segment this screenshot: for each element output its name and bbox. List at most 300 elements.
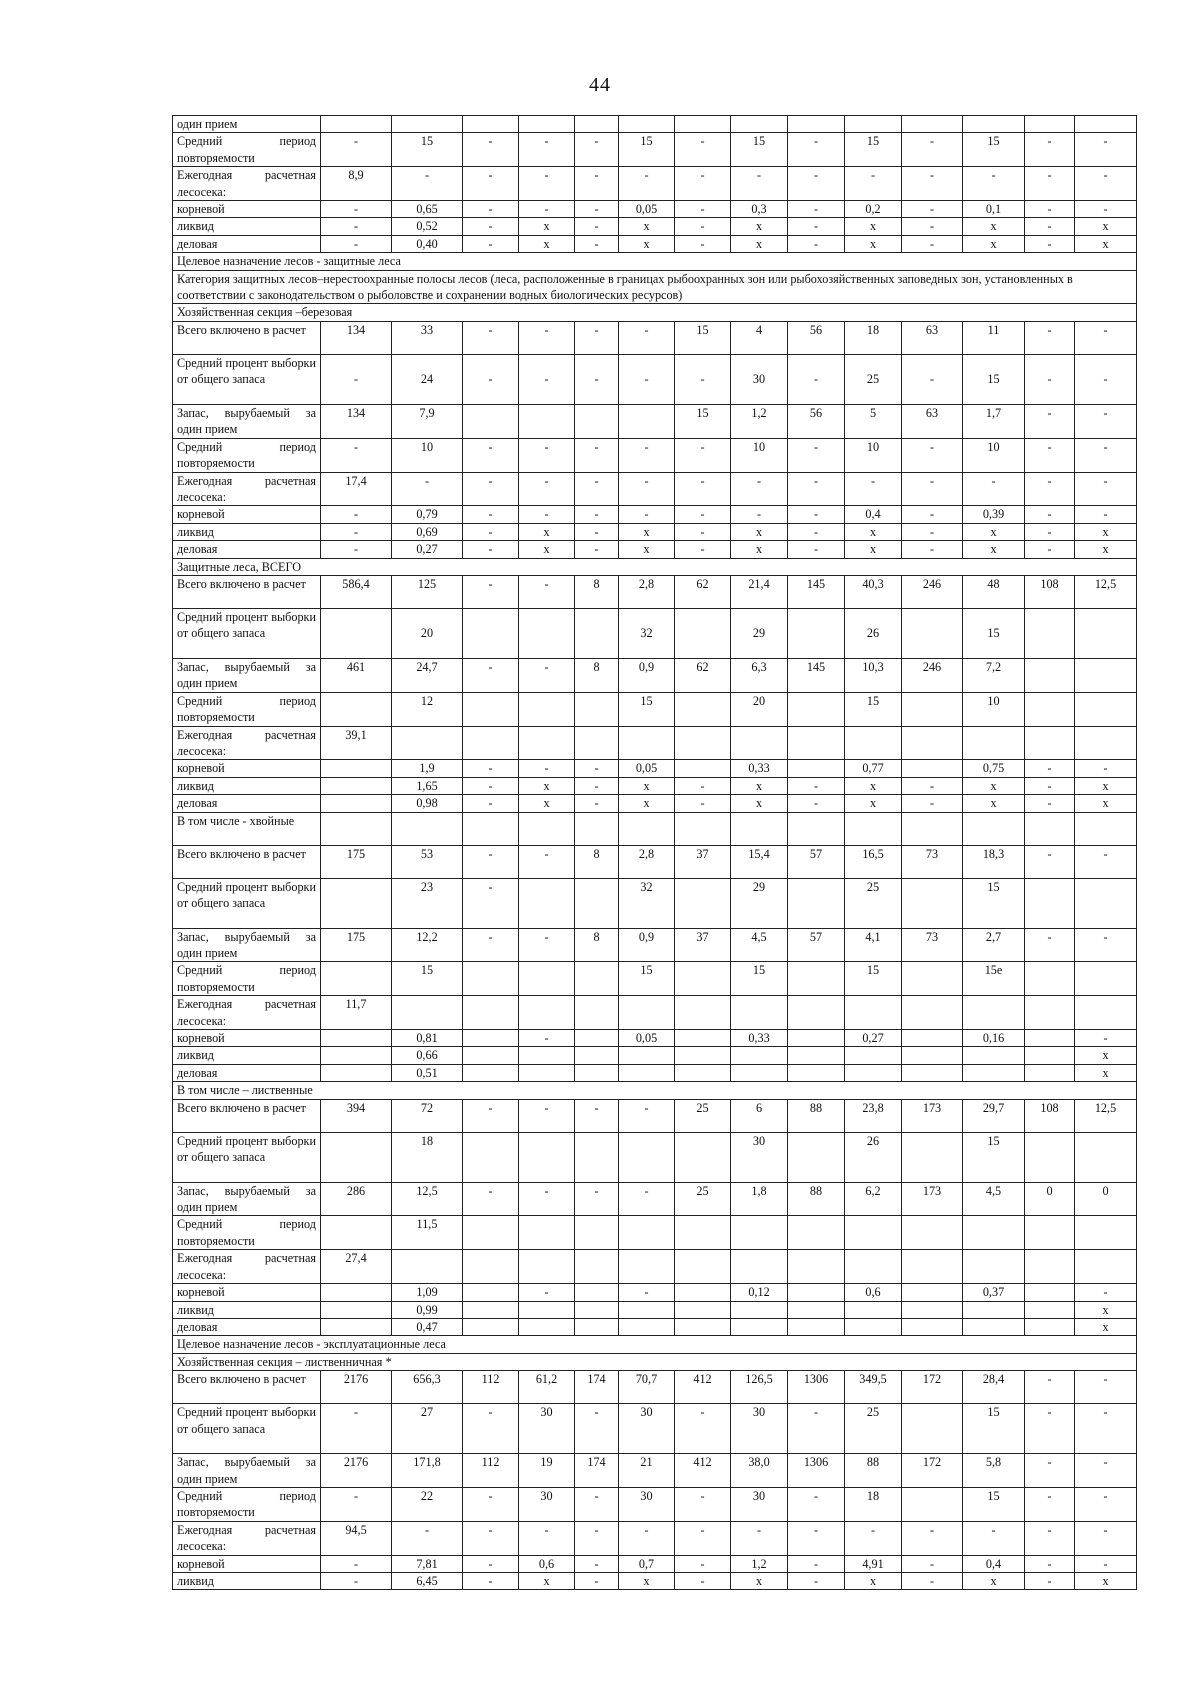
table-cell bbox=[1025, 962, 1075, 996]
table-cell bbox=[1025, 726, 1075, 760]
table-cell bbox=[1025, 812, 1075, 845]
table-cell bbox=[963, 1064, 1025, 1081]
table-cell bbox=[575, 608, 619, 658]
table-cell bbox=[463, 1250, 519, 1284]
table-cell bbox=[1025, 1318, 1075, 1335]
table-cell: - bbox=[463, 845, 519, 878]
table-cell: - bbox=[1075, 1521, 1137, 1555]
table-row bbox=[173, 404, 1137, 438]
table-cell: - bbox=[519, 472, 575, 506]
table-cell: - bbox=[845, 472, 902, 506]
table-cell bbox=[963, 116, 1025, 133]
table-cell: 8 bbox=[575, 845, 619, 878]
table-cell: 30 bbox=[619, 1487, 675, 1521]
table-cell: 28,4 bbox=[963, 1371, 1025, 1404]
table-cell: 30 bbox=[731, 1132, 788, 1182]
table-cell bbox=[619, 996, 675, 1030]
table-cell bbox=[575, 1132, 619, 1182]
table-cell: 2176 bbox=[321, 1454, 392, 1488]
table-cell: 18 bbox=[845, 321, 902, 354]
table-cell: - bbox=[575, 523, 619, 540]
table-cell bbox=[845, 1047, 902, 1064]
table-cell: 0,47 bbox=[392, 1318, 463, 1335]
table-cell: 12,5 bbox=[392, 1182, 463, 1216]
table-cell: - bbox=[519, 658, 575, 692]
row-label: ликвид bbox=[173, 523, 321, 540]
row-label: ликвид bbox=[173, 1047, 321, 1064]
table-row bbox=[173, 777, 1137, 794]
row-label: ликвид bbox=[173, 777, 321, 794]
table-cell: - bbox=[321, 201, 392, 218]
table-cell: - bbox=[575, 795, 619, 812]
table-cell: 56 bbox=[788, 321, 845, 354]
table-cell bbox=[575, 726, 619, 760]
table-cell: 112 bbox=[463, 1371, 519, 1404]
table-cell: - bbox=[575, 1182, 619, 1216]
table-cell: x bbox=[619, 523, 675, 540]
table-cell: 26 bbox=[845, 1132, 902, 1182]
table-cell: 94,5 bbox=[321, 1521, 392, 1555]
table-cell: 1,8 bbox=[731, 1182, 788, 1216]
table-cell bbox=[321, 777, 392, 794]
table-cell bbox=[575, 692, 619, 726]
table-cell: 2,7 bbox=[963, 928, 1025, 962]
table-cell bbox=[902, 1318, 963, 1335]
table-cell: 0,1 bbox=[963, 201, 1025, 218]
table-cell: 12,5 bbox=[1075, 1099, 1137, 1132]
table-cell: - bbox=[392, 472, 463, 506]
table-cell: - bbox=[575, 541, 619, 558]
table-cell: x bbox=[1075, 523, 1137, 540]
table-cell: 25 bbox=[675, 1099, 731, 1132]
table-cell: - bbox=[675, 133, 731, 167]
table-cell: 174 bbox=[575, 1371, 619, 1404]
row-label: ликвид bbox=[173, 1572, 321, 1589]
table-cell: - bbox=[519, 760, 575, 777]
row-label: Средний процент выборки от общего запаса bbox=[173, 1404, 321, 1454]
table-cell: - bbox=[519, 133, 575, 167]
table-cell: 174 bbox=[575, 1454, 619, 1488]
table-cell: 2176 bbox=[321, 1371, 392, 1404]
table-cell: 61,2 bbox=[519, 1371, 575, 1404]
table-cell: 27 bbox=[392, 1404, 463, 1454]
table-cell: 70,7 bbox=[619, 1371, 675, 1404]
table-cell bbox=[902, 1132, 963, 1182]
table-cell bbox=[845, 1216, 902, 1250]
table-cell: - bbox=[519, 1182, 575, 1216]
table-cell bbox=[902, 692, 963, 726]
table-cell: - bbox=[619, 1182, 675, 1216]
table-cell: 23,8 bbox=[845, 1099, 902, 1132]
table-cell bbox=[788, 962, 845, 996]
table-cell: - bbox=[463, 472, 519, 506]
table-cell: - bbox=[575, 472, 619, 506]
table-cell bbox=[619, 1047, 675, 1064]
table-cell: - bbox=[731, 167, 788, 201]
table-cell bbox=[788, 1047, 845, 1064]
table-body bbox=[173, 116, 1137, 1590]
table-cell: 39,1 bbox=[321, 726, 392, 760]
table-cell: 18,3 bbox=[963, 845, 1025, 878]
table-cell: 7,2 bbox=[963, 658, 1025, 692]
row-label: Ежегодная расчетная лесосека: bbox=[173, 1250, 321, 1284]
table-cell bbox=[321, 1318, 392, 1335]
table-cell: - bbox=[902, 218, 963, 235]
table-cell: 175 bbox=[321, 845, 392, 878]
table-cell bbox=[963, 1301, 1025, 1318]
table-cell: - bbox=[463, 777, 519, 794]
table-cell bbox=[963, 812, 1025, 845]
table-cell bbox=[619, 404, 675, 438]
table-cell: 38,0 bbox=[731, 1454, 788, 1488]
table-cell: - bbox=[463, 321, 519, 354]
table-cell: 1,9 bbox=[392, 760, 463, 777]
section-heading: Хозяйственная секция –березовая bbox=[173, 304, 1137, 321]
table-cell bbox=[788, 996, 845, 1030]
table-cell: 10 bbox=[392, 438, 463, 472]
table-cell: 175 bbox=[321, 928, 392, 962]
table-cell: 0,12 bbox=[731, 1284, 788, 1301]
table-cell: 286 bbox=[321, 1182, 392, 1216]
table-cell: x bbox=[1075, 235, 1137, 252]
table-cell: 63 bbox=[902, 321, 963, 354]
table-cell: 18 bbox=[845, 1487, 902, 1521]
table-cell: - bbox=[1025, 438, 1075, 472]
table-cell bbox=[463, 692, 519, 726]
table-cell bbox=[675, 1132, 731, 1182]
table-cell bbox=[1075, 658, 1137, 692]
table-cell: - bbox=[575, 1555, 619, 1572]
table-cell bbox=[731, 1064, 788, 1081]
table-cell: - bbox=[575, 218, 619, 235]
table-cell: 1306 bbox=[788, 1371, 845, 1404]
table-cell: - bbox=[902, 1555, 963, 1572]
table-cell: - bbox=[575, 777, 619, 794]
table-cell bbox=[788, 1132, 845, 1182]
table-cell bbox=[321, 1284, 392, 1301]
row-label: корневой bbox=[173, 201, 321, 218]
table-cell: 1,7 bbox=[963, 404, 1025, 438]
table-cell bbox=[463, 1047, 519, 1064]
table-cell: - bbox=[675, 472, 731, 506]
table-cell: 15 bbox=[963, 354, 1025, 404]
table-cell: - bbox=[788, 777, 845, 794]
table-cell: - bbox=[675, 1487, 731, 1521]
table-cell bbox=[675, 996, 731, 1030]
table-row bbox=[173, 1064, 1137, 1081]
table-cell: - bbox=[1025, 404, 1075, 438]
table-cell: x bbox=[963, 218, 1025, 235]
table-cell: 15 bbox=[731, 133, 788, 167]
table-cell: x bbox=[1075, 541, 1137, 558]
table-cell bbox=[1075, 962, 1137, 996]
table-cell: x bbox=[1075, 777, 1137, 794]
row-label: Всего включено в расчет bbox=[173, 575, 321, 608]
table-cell: x bbox=[731, 1572, 788, 1589]
section-heading: Целевое назначение лесов - эксплуатационные леса bbox=[173, 1336, 1137, 1353]
table-cell: 125 bbox=[392, 575, 463, 608]
table-cell: - bbox=[788, 438, 845, 472]
table-cell bbox=[788, 1030, 845, 1047]
table-cell: 0,9 bbox=[619, 658, 675, 692]
row-label: В том числе - хвойные bbox=[173, 812, 321, 845]
table-row bbox=[173, 116, 1137, 133]
table-row bbox=[173, 506, 1137, 523]
table-cell: - bbox=[463, 878, 519, 928]
table-row bbox=[173, 996, 1137, 1030]
table-cell bbox=[463, 1284, 519, 1301]
table-cell bbox=[731, 996, 788, 1030]
table-cell bbox=[902, 1301, 963, 1318]
table-cell: x bbox=[845, 1572, 902, 1589]
table-cell: 0,9 bbox=[619, 928, 675, 962]
table-cell: 15 bbox=[619, 133, 675, 167]
table-cell: - bbox=[463, 795, 519, 812]
table-cell bbox=[519, 116, 575, 133]
table-cell: - bbox=[1075, 845, 1137, 878]
table-cell: x bbox=[519, 523, 575, 540]
table-cell: 8,9 bbox=[321, 167, 392, 201]
table-cell: 37 bbox=[675, 845, 731, 878]
table-cell: - bbox=[675, 777, 731, 794]
table-cell: - bbox=[1075, 1555, 1137, 1572]
row-label: корневой bbox=[173, 506, 321, 523]
table-cell bbox=[845, 1250, 902, 1284]
table-cell: 656,3 bbox=[392, 1371, 463, 1404]
table-cell: - bbox=[788, 1404, 845, 1454]
table-cell: - bbox=[1025, 201, 1075, 218]
table-cell bbox=[675, 812, 731, 845]
table-cell bbox=[619, 1064, 675, 1081]
table-cell bbox=[675, 962, 731, 996]
table-cell: - bbox=[392, 1521, 463, 1555]
table-cell bbox=[675, 1216, 731, 1250]
table-cell: 134 bbox=[321, 321, 392, 354]
table-cell: - bbox=[1075, 472, 1137, 506]
table-cell: - bbox=[1025, 1454, 1075, 1488]
table-cell: 30 bbox=[731, 1487, 788, 1521]
table-row bbox=[173, 608, 1137, 658]
table-cell: - bbox=[519, 354, 575, 404]
table-cell bbox=[845, 996, 902, 1030]
table-cell bbox=[321, 692, 392, 726]
row-label: корневой bbox=[173, 1284, 321, 1301]
table-cell: x bbox=[731, 541, 788, 558]
table-cell: - bbox=[619, 1521, 675, 1555]
table-cell bbox=[575, 962, 619, 996]
table-cell: - bbox=[575, 1099, 619, 1132]
table-cell bbox=[463, 1030, 519, 1047]
table-cell: 30 bbox=[731, 1404, 788, 1454]
table-cell: 15 bbox=[392, 962, 463, 996]
table-cell: 48 bbox=[963, 575, 1025, 608]
table-cell: 0,52 bbox=[392, 218, 463, 235]
table-cell: x bbox=[519, 777, 575, 794]
table-cell bbox=[1075, 692, 1137, 726]
table-cell bbox=[575, 116, 619, 133]
table-cell: - bbox=[519, 1521, 575, 1555]
table-cell: - bbox=[1025, 1572, 1075, 1589]
table-cell: 15 bbox=[731, 962, 788, 996]
table-cell: 56 bbox=[788, 404, 845, 438]
table-cell: 8 bbox=[575, 658, 619, 692]
table-cell bbox=[463, 726, 519, 760]
table-cell: - bbox=[321, 218, 392, 235]
table-cell: - bbox=[463, 760, 519, 777]
table-cell: - bbox=[519, 1284, 575, 1301]
table-cell: 27,4 bbox=[321, 1250, 392, 1284]
table-cell: 25 bbox=[845, 878, 902, 928]
table-cell: 394 bbox=[321, 1099, 392, 1132]
row-label: Всего включено в расчет bbox=[173, 321, 321, 354]
table-row bbox=[173, 1030, 1137, 1047]
table-cell: - bbox=[619, 472, 675, 506]
table-cell: 4,5 bbox=[731, 928, 788, 962]
table-cell: 171,8 bbox=[392, 1454, 463, 1488]
table-cell: 134 bbox=[321, 404, 392, 438]
table-cell: x bbox=[963, 541, 1025, 558]
table-cell: - bbox=[1025, 541, 1075, 558]
table-cell: - bbox=[1075, 201, 1137, 218]
table-cell bbox=[902, 878, 963, 928]
table-cell: - bbox=[1025, 1487, 1075, 1521]
table-cell bbox=[675, 1047, 731, 1064]
table-cell: - bbox=[463, 1404, 519, 1454]
table-cell: x bbox=[963, 523, 1025, 540]
table-cell: x bbox=[845, 795, 902, 812]
table-cell: - bbox=[1025, 523, 1075, 540]
table-cell bbox=[902, 1030, 963, 1047]
table-cell: - bbox=[675, 354, 731, 404]
table-cell: 29 bbox=[731, 878, 788, 928]
table-row bbox=[173, 1047, 1137, 1064]
table-cell bbox=[902, 608, 963, 658]
table-cell bbox=[731, 1301, 788, 1318]
table-cell: x bbox=[619, 218, 675, 235]
table-cell: x bbox=[845, 523, 902, 540]
table-cell: 0,33 bbox=[731, 760, 788, 777]
table-row bbox=[173, 218, 1137, 235]
table-cell: 24,7 bbox=[392, 658, 463, 692]
table-cell: - bbox=[788, 167, 845, 201]
table-cell bbox=[1075, 1250, 1137, 1284]
table-cell bbox=[902, 1064, 963, 1081]
table-cell: - bbox=[463, 575, 519, 608]
section-heading: В том числе – лиственные bbox=[173, 1082, 1137, 1099]
table-cell bbox=[788, 760, 845, 777]
table-cell bbox=[321, 878, 392, 928]
row-label: Запас, вырубаемый за один прием bbox=[173, 404, 321, 438]
table-cell: x bbox=[963, 1572, 1025, 1589]
table-cell: 15 bbox=[845, 692, 902, 726]
table-cell bbox=[575, 1250, 619, 1284]
table-cell: - bbox=[675, 1572, 731, 1589]
table-cell: 0,05 bbox=[619, 1030, 675, 1047]
table-cell bbox=[902, 962, 963, 996]
row-label: Средний процент выборки от общего запаса bbox=[173, 878, 321, 928]
table-cell bbox=[519, 726, 575, 760]
table-cell bbox=[1025, 878, 1075, 928]
table-cell: 33 bbox=[392, 321, 463, 354]
row-label: Ежегодная расчетная лесосека: bbox=[173, 726, 321, 760]
table-cell: 1,09 bbox=[392, 1284, 463, 1301]
table-row bbox=[173, 928, 1137, 962]
table-cell bbox=[675, 116, 731, 133]
table-cell: - bbox=[731, 506, 788, 523]
table-cell: - bbox=[788, 541, 845, 558]
table-cell: - bbox=[1025, 506, 1075, 523]
table-row bbox=[173, 878, 1137, 928]
table-cell: 8 bbox=[575, 928, 619, 962]
table-row bbox=[173, 472, 1137, 506]
table-cell: 0,81 bbox=[392, 1030, 463, 1047]
table-cell: 0,79 bbox=[392, 506, 463, 523]
table-cell: - bbox=[519, 201, 575, 218]
table-cell bbox=[575, 1030, 619, 1047]
table-cell: 1306 bbox=[788, 1454, 845, 1488]
table-cell: 26 bbox=[845, 608, 902, 658]
table-row bbox=[173, 523, 1137, 540]
table-cell: 2,8 bbox=[619, 575, 675, 608]
table-cell bbox=[788, 608, 845, 658]
table-cell: 22 bbox=[392, 1487, 463, 1521]
table-cell: - bbox=[1025, 1371, 1075, 1404]
table-cell: - bbox=[902, 235, 963, 252]
table-row bbox=[173, 1250, 1137, 1284]
table-cell: - bbox=[675, 1404, 731, 1454]
table-cell: - bbox=[321, 133, 392, 167]
table-cell: - bbox=[788, 133, 845, 167]
table-cell: 0,4 bbox=[963, 1555, 1025, 1572]
table-cell: 25 bbox=[845, 1404, 902, 1454]
table-cell bbox=[392, 726, 463, 760]
table-cell: 0,98 bbox=[392, 795, 463, 812]
table-cell bbox=[963, 726, 1025, 760]
table-row bbox=[173, 1555, 1137, 1572]
table-cell: - bbox=[1075, 404, 1137, 438]
table-cell: 12,5 bbox=[1075, 575, 1137, 608]
table-cell: 72 bbox=[392, 1099, 463, 1132]
table-cell bbox=[1025, 692, 1075, 726]
table-cell bbox=[575, 1284, 619, 1301]
table-cell bbox=[519, 1250, 575, 1284]
table-cell: x bbox=[1075, 795, 1137, 812]
table-cell: - bbox=[463, 235, 519, 252]
table-cell: x bbox=[519, 218, 575, 235]
page-number: 44 bbox=[589, 74, 611, 96]
table-row bbox=[173, 1099, 1137, 1132]
row-label: Средний период повторяемости bbox=[173, 1216, 321, 1250]
table-cell: - bbox=[788, 201, 845, 218]
table-cell: 0,75 bbox=[963, 760, 1025, 777]
table-cell: - bbox=[902, 354, 963, 404]
table-cell: 0,40 bbox=[392, 235, 463, 252]
table-cell: 40,3 bbox=[845, 575, 902, 608]
table-cell: - bbox=[675, 235, 731, 252]
table-cell: 0,69 bbox=[392, 523, 463, 540]
table-cell bbox=[1075, 878, 1137, 928]
table-cell bbox=[788, 1216, 845, 1250]
table-cell: 173 bbox=[902, 1182, 963, 1216]
table-cell: 1,2 bbox=[731, 404, 788, 438]
row-label: деловая bbox=[173, 1064, 321, 1081]
table-cell: 6,2 bbox=[845, 1182, 902, 1216]
row-label: деловая bbox=[173, 541, 321, 558]
table-cell: - bbox=[1025, 167, 1075, 201]
table-cell: - bbox=[519, 438, 575, 472]
table-cell: 12,2 bbox=[392, 928, 463, 962]
table-cell bbox=[675, 1064, 731, 1081]
